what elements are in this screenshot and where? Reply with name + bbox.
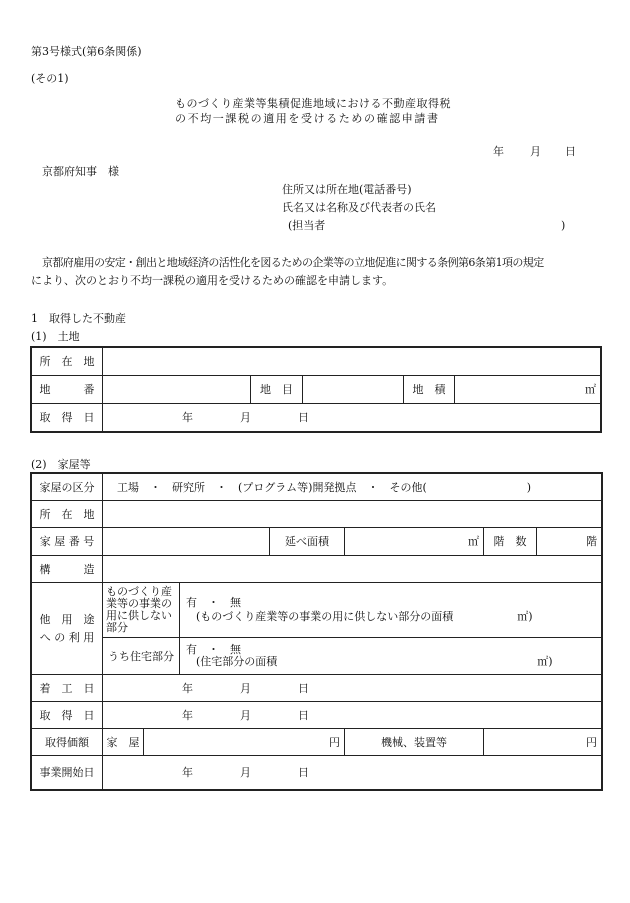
building-location-label: 所 在 地: [32, 501, 103, 528]
non-business-yes-no[interactable]: 有 ・ 無: [186, 596, 241, 609]
date-year-label: 年: [493, 145, 504, 158]
construction-day: 日: [298, 681, 309, 695]
land-area-field[interactable]: [455, 376, 601, 404]
price-house-label: 家 屋: [103, 729, 144, 756]
building-type-options: 工場 ・ 研究所 ・ (プログラム等)開発拠点 ・ その他(: [117, 480, 427, 494]
land-acquired-field[interactable]: [103, 404, 601, 432]
non-business-area-unit: ㎡): [517, 610, 533, 623]
non-business-area-label: (ものづくり産業等の事業の用に供しない部分の面積: [196, 610, 454, 623]
equipment-yen: 円: [586, 735, 598, 749]
construction-date-field[interactable]: [103, 675, 602, 702]
business-start-month: 月: [240, 766, 251, 779]
building-acquired-month: 月: [240, 708, 251, 722]
date-month-label: 月: [530, 145, 541, 158]
non-business-label-line2: 業等の事業の: [106, 597, 172, 610]
business-start-label: 事業開始日: [32, 756, 103, 790]
land-location-field[interactable]: [103, 348, 601, 376]
section1-title: 1 取得した不動産: [31, 312, 126, 325]
land-acquired-month: 月: [240, 411, 251, 424]
land-lot-field[interactable]: [103, 376, 251, 404]
other-use-label-line1: 他 用 途: [39, 612, 95, 626]
building-location-field[interactable]: [103, 501, 602, 528]
building-floor-area-label: 延べ面積: [270, 528, 345, 556]
applicant-contact-close: ): [561, 219, 566, 232]
land-acquired-label: 取 得 日: [32, 404, 103, 432]
building-title: (2) 家屋等: [31, 458, 91, 471]
form-title-line1: ものづくり産業等集積促進地域における不動産取得税: [175, 97, 451, 110]
building-table: [31, 473, 602, 790]
building-type-field[interactable]: [103, 474, 602, 501]
residential-field[interactable]: [180, 638, 602, 675]
building-floors-label: 階 数: [484, 528, 537, 556]
building-house-no-field[interactable]: [103, 528, 270, 556]
non-business-label-line3: 用に供しない: [106, 609, 172, 622]
residential-label: うち住宅部分: [103, 638, 180, 675]
land-table: [31, 347, 601, 432]
non-business-label: [103, 583, 180, 638]
price-label: 取得価額: [32, 729, 103, 756]
price-house-field[interactable]: [144, 729, 345, 756]
land-category-field[interactable]: [303, 376, 404, 404]
building-house-no-label: 家 屋 番 号: [32, 528, 103, 556]
building-structure-field[interactable]: [103, 556, 602, 583]
non-business-label-line4: 部分: [106, 621, 128, 634]
building-floor-area-field[interactable]: [345, 528, 484, 556]
construction-year: 年: [182, 681, 193, 695]
form-title-line2: の不均一課税の適用を受けるための確認申請書: [175, 112, 440, 125]
form-part: (その1): [31, 72, 69, 85]
land-location-label: 所 在 地: [32, 348, 103, 376]
business-start-year: 年: [182, 766, 193, 779]
body-text-line1: 京都府雇用の安定・創出と地域経済の活性化を図るための企業等の立地促進に関する条例第6条第1項の規定: [42, 256, 544, 269]
business-start-field[interactable]: [103, 756, 602, 790]
addressee: 京都府知事 様: [42, 165, 119, 178]
building-floors-unit: 階: [586, 535, 598, 548]
land-title: (1) 土地: [31, 330, 80, 343]
other-use-label-line2: へ の 利 用: [39, 630, 95, 644]
equipment-label: 機械、装置等: [345, 729, 484, 756]
price-house-yen: 円: [329, 735, 340, 749]
land-acquired-year: 年: [182, 411, 193, 424]
land-area-label: 地 積: [404, 376, 455, 404]
land-category-label: 地 目: [251, 376, 303, 404]
non-business-field[interactable]: [180, 583, 602, 638]
building-acquired-field[interactable]: [103, 702, 602, 729]
building-floor-area-unit: ㎡: [468, 535, 479, 548]
business-start-day: 日: [298, 766, 309, 779]
building-type-close: ): [526, 480, 532, 494]
building-acquired-day: 日: [298, 708, 309, 722]
body-text-line2: により、次のとおり不均一課税の適用を受けるための確認を申請します。: [31, 274, 394, 287]
building-structure-label: 構 造: [32, 556, 103, 583]
land-acquired-day: 日: [298, 411, 309, 424]
building-floors-field[interactable]: [537, 528, 602, 556]
construction-date-label: 着 工 日: [32, 675, 103, 702]
residential-yes-no[interactable]: 有 ・ 無: [186, 643, 241, 656]
building-acquired-label: 取 得 日: [32, 702, 103, 729]
residential-area-unit: ㎡): [537, 655, 553, 668]
equipment-field[interactable]: [484, 729, 602, 756]
construction-month: 月: [240, 681, 251, 695]
applicant-contact-open: (担当者: [288, 219, 326, 232]
form-number: 第3号様式(第6条関係): [31, 45, 142, 58]
building-type-label: 家屋の区分: [32, 474, 103, 501]
non-business-label-line1: ものづくり産: [106, 585, 172, 598]
land-lot-label: 地 番: [32, 376, 103, 404]
other-use-label: [32, 583, 103, 675]
land-area-unit: ㎡: [585, 383, 597, 396]
applicant-name-label: 氏名又は名称及び代表者の氏名: [282, 201, 436, 214]
date-day-label: 日: [565, 145, 576, 158]
applicant-address-label: 住所又は所在地(電話番号): [282, 183, 412, 196]
building-acquired-year: 年: [182, 708, 193, 722]
residential-area-label: (住宅部分の面積: [196, 655, 278, 668]
